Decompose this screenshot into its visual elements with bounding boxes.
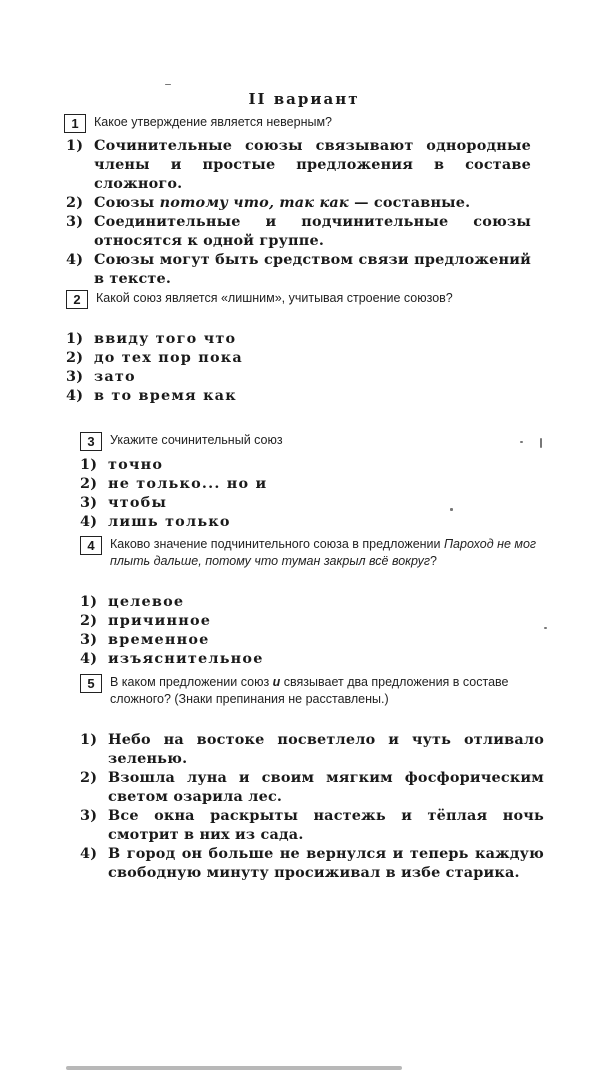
question-4-answers xyxy=(80,592,380,668)
answer-text: целевое xyxy=(108,593,185,610)
answer-option xyxy=(80,806,544,844)
answer-text-emphasis: потому что, так как xyxy=(159,194,349,211)
answer-text: Соединительные и подчинительные союзы относятся к одной группе. xyxy=(94,213,531,249)
prompt-text-part: связывает два предложения в составе сложного? (Знаки препинания не расставлены.) xyxy=(110,675,509,706)
answer-text-part: — составные. xyxy=(348,194,471,211)
question-2-answers xyxy=(66,329,366,405)
answer-option xyxy=(80,611,380,630)
answer-option xyxy=(66,136,531,193)
question-prompt: Укажите сочинительный союз xyxy=(110,433,283,447)
question-number-box: 4 xyxy=(80,536,102,555)
answer-text: Взошла луна и своим мягким фосфорическим светом озарила лес. xyxy=(108,769,544,805)
answer-text: временное xyxy=(108,631,210,648)
answer-text: изъяснительное xyxy=(108,650,264,667)
answer-text: Союзы могут быть средством связи предложений в тексте. xyxy=(94,251,531,287)
answer-option xyxy=(80,512,380,531)
answer-option xyxy=(80,630,380,649)
question-1-header xyxy=(64,114,534,133)
prompt-text-emphasis: Пароход не мог плыть дальше, потому что туман закрыл всё вокруг xyxy=(110,537,537,568)
question-prompt: Какое утверждение является неверным? xyxy=(94,115,333,129)
answer-option xyxy=(66,386,366,405)
answer-number: 3) xyxy=(66,368,84,385)
answer-number: 2) xyxy=(80,612,98,629)
answer-number: 3) xyxy=(80,807,98,824)
prompt-text-part: ? xyxy=(430,554,437,568)
answer-number: 3) xyxy=(80,494,98,511)
answer-option xyxy=(66,250,531,288)
answer-number: 2) xyxy=(66,349,84,366)
question-4-header xyxy=(80,536,544,570)
answer-text: В город он больше не вернулся и теперь каждую свободную минуту просиживал в избе старика. xyxy=(108,845,544,881)
answer-number: 4) xyxy=(80,650,98,667)
answer-option xyxy=(66,329,366,348)
answer-option xyxy=(66,348,366,367)
answer-option xyxy=(80,730,544,768)
answer-option xyxy=(80,455,380,474)
answer-number: 1) xyxy=(80,593,98,610)
prompt-text-emphasis: и xyxy=(272,675,281,689)
answer-text: не только... но и xyxy=(108,475,268,492)
question-prompt xyxy=(110,536,544,570)
answer-number: 1) xyxy=(66,137,84,154)
question-2-header xyxy=(66,290,534,309)
answer-text: Сочинительные союзы связывают однородные члены и простые предложения в составе сложного. xyxy=(94,137,531,192)
answer-number: 1) xyxy=(80,456,98,473)
prompt-text-part: В каком предложении союз xyxy=(110,675,273,689)
question-3-header xyxy=(80,432,540,451)
variant-title: II вариант xyxy=(248,90,360,108)
answer-text xyxy=(94,193,531,212)
answer-text: до тех пор пока xyxy=(94,349,243,366)
answer-text: Небо на востоке посветлело и чуть отливало зеленью. xyxy=(108,731,544,767)
scan-speck xyxy=(544,627,547,629)
answer-number: 1) xyxy=(66,330,84,347)
answer-number: 4) xyxy=(66,251,84,268)
question-prompt xyxy=(110,674,544,708)
scan-speck xyxy=(540,438,542,448)
question-number-box: 2 xyxy=(66,290,88,309)
answer-option xyxy=(80,592,380,611)
answer-text: причинное xyxy=(108,612,212,629)
answer-number: 3) xyxy=(80,631,98,648)
question-5-header xyxy=(80,674,544,708)
answer-number: 2) xyxy=(66,194,84,211)
answer-option xyxy=(66,212,531,250)
question-number-box: 5 xyxy=(80,674,102,693)
answer-option xyxy=(80,649,380,668)
answer-option xyxy=(66,193,531,212)
answer-number: 4) xyxy=(66,387,84,404)
horizontal-scrollbar[interactable] xyxy=(66,1066,402,1070)
answer-text: чтобы xyxy=(108,494,168,511)
question-3-answers xyxy=(80,455,380,531)
answer-text: зато xyxy=(94,368,136,385)
answer-text: точно xyxy=(108,456,164,473)
answer-text-part: Союзы xyxy=(94,194,160,211)
answer-text: ввиду того что xyxy=(94,330,237,347)
answer-text: лишь только xyxy=(108,513,231,530)
scan-speck xyxy=(450,508,453,511)
answer-number: 4) xyxy=(80,845,98,862)
answer-option xyxy=(80,474,380,493)
answer-option xyxy=(80,844,544,882)
question-1-answers xyxy=(66,136,531,288)
scan-speck xyxy=(165,84,171,85)
answer-option xyxy=(66,367,366,386)
answer-number: 2) xyxy=(80,475,98,492)
answer-number: 4) xyxy=(80,513,98,530)
question-5-answers xyxy=(80,730,544,882)
answer-text: в то время как xyxy=(94,387,237,404)
prompt-text-part: Каково значение подчинительного союза в предложении xyxy=(110,537,444,551)
answer-text: Все окна раскрыты настежь и тёплая ночь смотрит в них из сада. xyxy=(108,807,544,843)
scan-speck xyxy=(520,441,523,443)
question-prompt: Какой союз является «лишним», учитывая строение союзов? xyxy=(96,291,453,305)
question-number-box: 1 xyxy=(64,114,86,133)
answer-number: 1) xyxy=(80,731,98,748)
answer-number: 3) xyxy=(66,213,84,230)
answer-option xyxy=(80,768,544,806)
answer-number: 2) xyxy=(80,769,98,786)
answer-option xyxy=(80,493,380,512)
question-number-box: 3 xyxy=(80,432,102,451)
